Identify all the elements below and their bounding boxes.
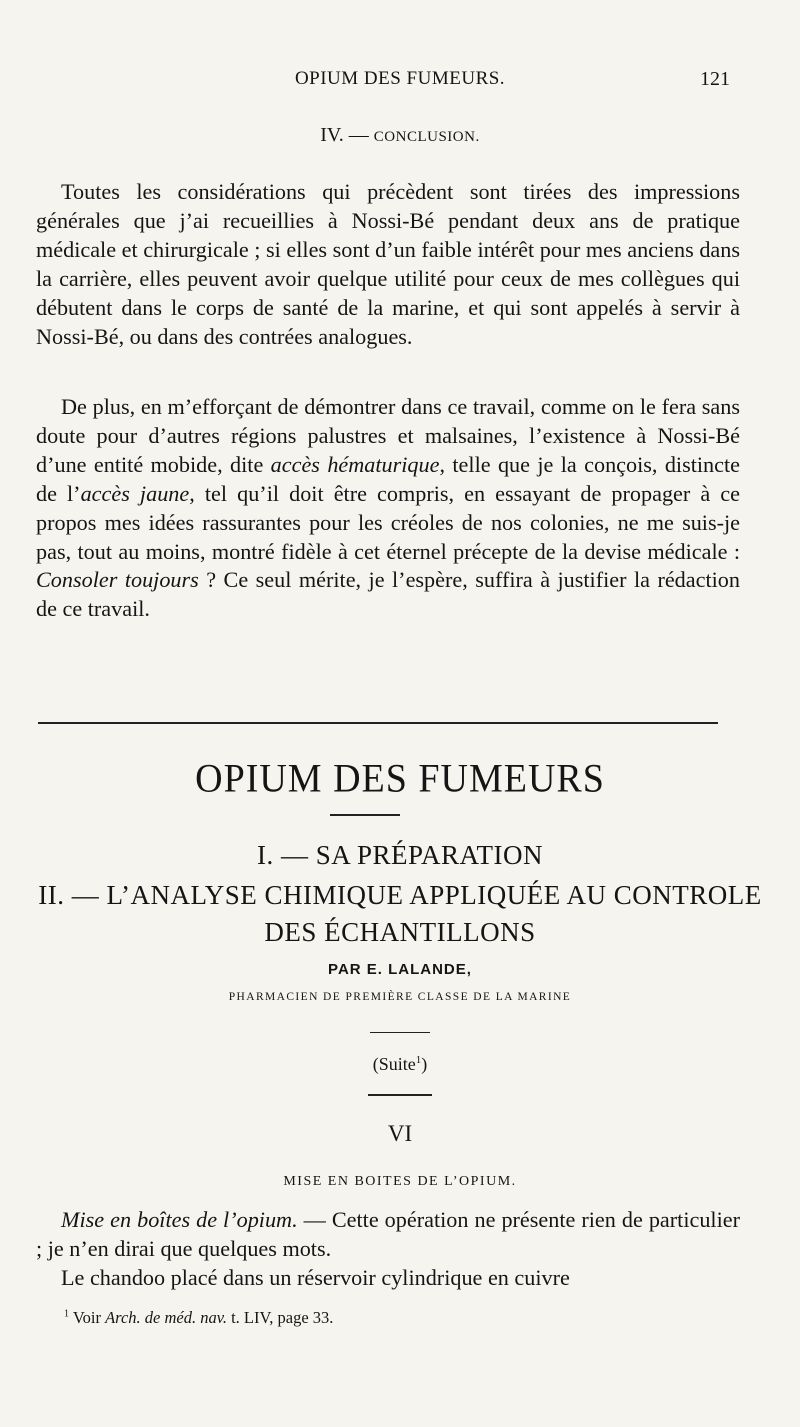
italic-term: accès jaune <box>80 480 190 506</box>
text-run: , tel qu’il doit être compris, en essayant de propager à ce propos mes idées rassurantes pour les créoles de nos colonies, ne me suis-je pas, tout au moins, montré fidèle à cet éternel précepte de la devise médicale : <box>36 480 740 564</box>
chapter-numeral: VI <box>387 1121 413 1146</box>
section-heading <box>0 124 800 147</box>
suite-rule <box>368 1094 432 1096</box>
paragraph-text: Toutes les considérations qui précèdent sont tirées des impressions générales que j’ai recueillies à Nossi-Bé pendant deux ans de pratique médicale et chirurgicale ; si elles sont d’un faible intérêt pour mes anciens dans la carrière, elles peuvent avoir quelque utilité pour ceux de mes collègues qui débutent dans le corps de santé de la marine, et qui sont appelés à servir à Nossi-Bé, ou dans des contrées analogues. <box>36 179 740 349</box>
text-run: De plus, en m’efforçant de démontrer dans ce travail, comme on le fera sans doute pour d’autres régions palustres et malsaines, l’existence à Nossi-Bé d’une entité mobide, dite <box>36 394 740 477</box>
section-divider <box>38 722 718 724</box>
footnote-marker: 1 <box>64 1308 69 1320</box>
text-run: — Cette opération ne présente rien de particulier ; je n’en dirai que quelques mots. <box>36 1207 740 1261</box>
chapter-title: MISE EN BOITES DE L’OPIUM. <box>283 1174 517 1189</box>
section-title: CONCLUSION. <box>373 129 480 145</box>
footnote <box>64 1308 333 1328</box>
page-number: 121 <box>700 68 730 90</box>
section-numeral: IV. — <box>320 124 369 146</box>
italic-motto: Consoler toujours <box>36 567 199 593</box>
text-run: ? Ce seul mérite, je l’espère, suffira à justifier la rédaction de ce travail. <box>36 567 740 622</box>
article-title: OPIUM DES FUMEURS <box>195 756 605 802</box>
paragraph-text <box>36 1206 740 1264</box>
suite-label: (Suite <box>372 1054 416 1074</box>
running-head <box>0 68 800 98</box>
text-run: , telle que je la conçois, distincte de l’ <box>36 451 740 506</box>
italic-term: accès hématurique <box>270 451 440 477</box>
author-byline: PAR E. LALANDE, <box>328 961 472 978</box>
italic-lead: Mise en boîtes de l’opium. <box>61 1207 298 1232</box>
title-rule <box>330 814 400 816</box>
text-run: t. LIV, page 33. <box>226 1308 334 1327</box>
chapter-body <box>36 1206 740 1293</box>
byline-rule <box>370 1032 430 1033</box>
paragraph-text <box>36 393 740 624</box>
author-title: PHARMACIEN DE PREMIÈRE CLASSE DE LA MARINE <box>228 991 572 1003</box>
journal-title: Arch. de méd. nav. <box>105 1308 227 1327</box>
paragraph-text: Le chandoo placé dans un réservoir cylindrique en cuivre <box>61 1264 570 1290</box>
suite-close: ) <box>421 1054 428 1074</box>
text-run: Voir <box>69 1308 106 1327</box>
article-part-2-line-1: II. — L’ANALYSE CHIMIQUE APPLIQUÉE AU CONTROLE <box>38 880 762 910</box>
running-head-title: OPIUM DES FUMEURS. <box>294 68 506 89</box>
conclusion-paragraph-1 <box>36 178 740 351</box>
footnote-ref: 1 <box>415 1054 422 1066</box>
article-part-2-line-2: DES ÉCHANTILLONS <box>264 917 536 947</box>
article-part-1: I. — SA PRÉPARATION <box>256 840 544 870</box>
conclusion-paragraph-2 <box>36 393 740 624</box>
continuation-note <box>0 1054 800 1075</box>
